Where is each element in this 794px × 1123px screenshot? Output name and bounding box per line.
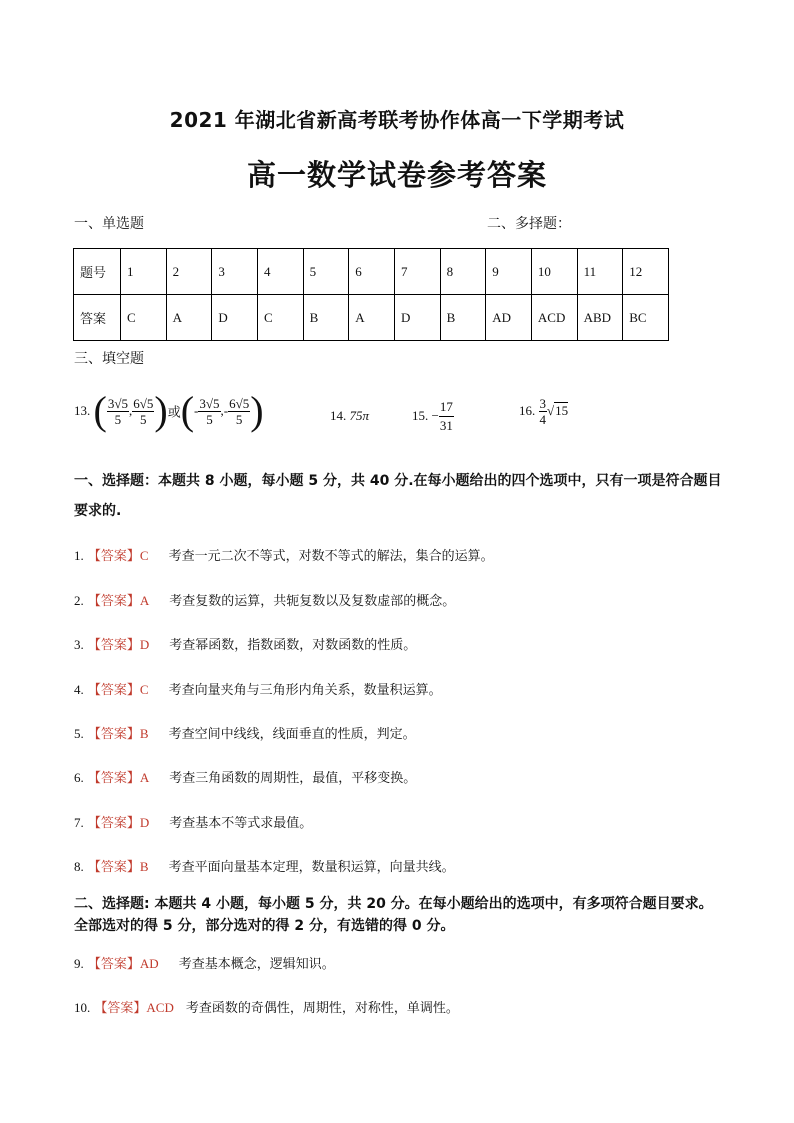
item-text: 考查幂函数，指数函数，对数函数的性质。	[169, 638, 417, 653]
answer-tag: 【答案】	[87, 771, 140, 786]
item-answer: A	[139, 770, 150, 785]
q13-fraction-den-4: 5	[235, 411, 243, 427]
table-cell: ACD	[531, 295, 577, 341]
table-cell: B	[440, 295, 486, 341]
answer-tag: 【答案】	[87, 957, 140, 972]
q15-label: 15.	[412, 408, 429, 423]
item-answer: B	[139, 859, 149, 874]
section-multi-choice: 二、多择题：	[487, 216, 571, 232]
list-item	[74, 679, 442, 698]
table-cell: 3	[212, 249, 258, 295]
table-cell: B	[303, 295, 349, 341]
item-text: 考查基本概念，逻辑知识。	[178, 957, 335, 972]
item-number: 4.	[74, 682, 84, 697]
table-cell: AD	[486, 295, 532, 341]
item-answer: C	[139, 548, 149, 563]
item-number: 9.	[74, 956, 84, 971]
q13-fraction-num-2: 6√5	[133, 395, 154, 411]
answer-tag: 【答案】	[87, 683, 140, 698]
q16-numerator: 3	[539, 395, 546, 411]
table-cell: 11	[577, 249, 623, 295]
q15-numerator: 17	[439, 398, 454, 417]
answer-table	[73, 248, 669, 341]
answer-16: 16. $\frac{3}{4}$ √15	[519, 395, 569, 427]
item-number: 8.	[74, 859, 84, 874]
q13-label: 13.	[74, 403, 91, 418]
list-item	[74, 545, 494, 564]
table-cell: 10	[531, 249, 577, 295]
list-item	[74, 634, 416, 653]
item-text: 考查复数的运算，共轭复数以及复数虚部的概念。	[169, 594, 456, 609]
table-cell: 4	[257, 249, 303, 295]
table-cell: C	[257, 295, 303, 341]
item-number: 1.	[74, 548, 84, 563]
q16-denominator: 4	[539, 411, 546, 427]
item-text: 考查空间中线线，线面垂直的性质，判定。	[168, 727, 416, 742]
answer-tag: 【答案】	[87, 549, 140, 564]
part1-header: 一、选择题：本题共 8 小题，每小题 5 分，共 40 分.在每小题给出的四个选项中，只有一项是符合题目要求的.	[74, 473, 722, 519]
item-answer: A	[139, 593, 150, 608]
table-cell: 2	[166, 249, 212, 295]
q13-minus-2: -	[223, 403, 229, 418]
table-cell: BC	[623, 295, 669, 341]
item-number: 7.	[74, 815, 84, 830]
section-fill-in: 三、填空题	[74, 351, 144, 367]
table-cell: 7	[394, 249, 440, 295]
item-answer: ACD	[146, 1000, 174, 1015]
item-answer: AD	[139, 956, 159, 971]
list-item	[74, 997, 459, 1016]
list-item	[74, 812, 312, 831]
part2-header: 二、选择题: 本题共 4 小题，每小题 5 分，共 20 分。在每小题给出的选项中，有多项符合题目要求。全部选对的得 5 分，部分选对的得 2 分，有选错的得 0 分。	[74, 896, 713, 934]
item-text: 考查基本不等式求最值。	[169, 816, 313, 831]
q13-fraction-den-3: 5	[206, 411, 213, 427]
q14-value: 75π	[349, 408, 370, 423]
list-item	[74, 767, 416, 786]
item-text: 考查平面向量基本定理，数量积运算，向量共线。	[168, 860, 455, 875]
q13-fraction-num-4: 6√5	[229, 395, 250, 411]
q13-minus-1: -	[194, 403, 199, 418]
q13-fraction-den-2: 5	[140, 411, 147, 427]
table-cell: 12	[623, 249, 669, 295]
item-number: 2.	[74, 593, 84, 608]
answer-13: 13. ( $\frac{3√5}{5}$ , $\frac{6√5}{5}$ )或(- $\frac{3√5}{5}$ ,- $\frac{6√5}{5}$ )	[74, 388, 264, 433]
page-title: 高一数学试卷参考答案	[246, 158, 547, 192]
table-cell: 8	[440, 249, 486, 295]
table-cell: 9	[486, 249, 532, 295]
item-text: 考查一元二次不等式，对数不等式的解法，集合的运算。	[168, 549, 494, 564]
q14-label: 14.	[330, 408, 347, 423]
table-cell: ABD	[577, 295, 623, 341]
item-text: 考查函数的奇偶性，周期性，对称性，单调性。	[185, 1001, 459, 1016]
item-text: 考查三角函数的周期性，最值，平移变换。	[169, 771, 417, 786]
answer-tag: 【答案】	[87, 860, 140, 875]
item-number: 10.	[74, 1000, 91, 1015]
list-item	[74, 856, 455, 875]
table-cell: 6	[349, 249, 395, 295]
table-cell: A	[166, 295, 212, 341]
item-number: 5.	[74, 726, 84, 741]
exam-title: 2021 年湖北省新高考联考协作体高一下学期考试	[169, 108, 625, 132]
q13-fraction-num-3: 3√5	[199, 395, 220, 411]
item-answer: B	[139, 726, 149, 741]
item-answer: C	[139, 682, 149, 697]
list-item	[74, 723, 416, 742]
table-cell: A	[349, 295, 395, 341]
q16-radicand: 15	[555, 403, 569, 418]
item-answer: D	[139, 815, 150, 830]
item-number: 3.	[74, 637, 84, 652]
answer-tag: 【答案】	[87, 727, 140, 742]
item-number: 6.	[74, 770, 84, 785]
item-answer: D	[139, 637, 150, 652]
table-cell: D	[212, 295, 258, 341]
table-cell: 1	[121, 249, 167, 295]
row-label-number: 题号	[74, 249, 121, 295]
item-text: 考查向量夹角与三角形内角关系，数量积运算。	[168, 683, 442, 698]
answer-tag: 【答案】	[87, 638, 140, 653]
table-cell: 5	[303, 249, 349, 295]
table-cell: D	[394, 295, 440, 341]
table-row-answers	[74, 295, 669, 341]
q13-fraction-num-1: 3√5	[107, 395, 128, 411]
q13-fraction-den-1: 5	[114, 411, 122, 427]
list-item	[74, 590, 455, 609]
answer-15	[412, 391, 454, 441]
answer-tag: 【答案】	[87, 594, 140, 609]
answer-14	[330, 391, 369, 441]
table-cell: C	[121, 295, 167, 341]
q13-or: 或	[167, 405, 181, 421]
row-label-answer: 答案	[74, 295, 121, 341]
q15-sign: −	[431, 408, 439, 423]
q16-label: 16.	[519, 403, 536, 418]
list-item	[74, 953, 335, 972]
table-row-numbers	[74, 249, 669, 295]
section-single-choice: 一、单选题	[74, 216, 144, 232]
q15-denominator: 31	[439, 417, 453, 433]
answer-tag: 【答案】	[94, 1001, 147, 1016]
answer-tag: 【答案】	[87, 816, 140, 831]
